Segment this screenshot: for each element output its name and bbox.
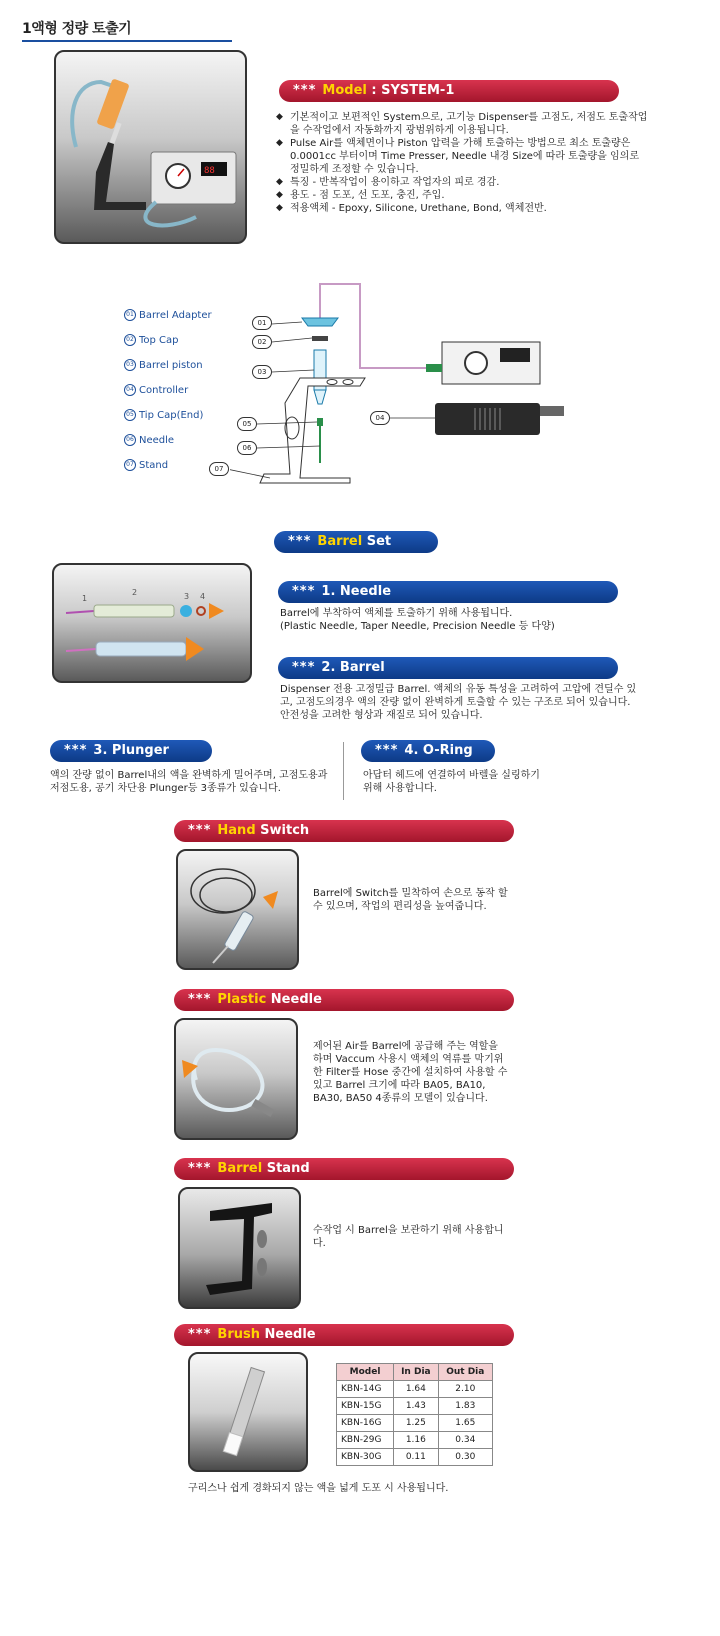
table-cell: KBN-14G (337, 1381, 394, 1398)
banner-stars: *** (188, 1161, 212, 1176)
banner-text: : SYSTEM-1 (366, 83, 455, 98)
needle-banner (278, 581, 618, 603)
legend-item: 04 Controller (124, 383, 212, 399)
table-cell: KBN-30G (337, 1449, 394, 1466)
brush-needle-caption: 구리스나 쉽게 경화되지 않는 액을 넓게 도포 시 사용됩니다. (188, 1483, 449, 1494)
table-cell: 1.43 (394, 1398, 438, 1415)
plastic-needle-banner (174, 989, 514, 1011)
table-header-cell: In Dia (394, 1364, 438, 1381)
bullet-item: ◆ 특징 - 반복작업이 용이하고 작업자의 피로 경감. (276, 176, 648, 189)
table-cell: 1.16 (394, 1432, 438, 1449)
banner-stars: *** (292, 660, 316, 675)
banner-stars: *** (375, 743, 399, 758)
legend-item: 05 Tip Cap(End) (124, 408, 212, 424)
barrel-set-banner (274, 531, 438, 553)
barrel-stand-photo (178, 1187, 301, 1309)
barrel-stand-banner (174, 1158, 514, 1180)
brush-needle-photo (188, 1352, 308, 1472)
table-header-row (337, 1364, 493, 1381)
table-header-cell: Model (337, 1364, 394, 1381)
banner-stars: *** (188, 823, 212, 838)
table-row (337, 1449, 493, 1466)
table-row (337, 1432, 493, 1449)
barrel-parts-illustration (54, 565, 250, 681)
table-cell: 0.11 (394, 1449, 438, 1466)
bullet-item: ◆ Pulse Air를 액체면이나 Piston 압력을 가해 토출하는 방법으로 최소 토출량은 0.0001cc 부터이며 Time Presser, Needle 내경 Size에 따라 토출량을 임의로 정밀하게 조정할 수 있습니다. (276, 137, 648, 176)
barrel-banner (278, 657, 618, 679)
diagram-tag: 03 (252, 365, 272, 379)
page-title: 1액형 정량 토출기 (22, 21, 132, 37)
hand-switch-photo (176, 849, 299, 970)
diagram-tag: 01 (252, 316, 272, 330)
diagram-tag: 02 (252, 335, 272, 349)
brush-needle-banner (174, 1324, 514, 1346)
brush-needle-illustration (190, 1354, 306, 1470)
hand-switch-banner (174, 820, 514, 842)
hand-switch-illustration (178, 851, 297, 968)
brush-needle-spec-table (336, 1363, 493, 1466)
column-divider (343, 742, 344, 800)
bullet-item: ◆ 용도 - 점 도포, 선 도포, 충진, 주입. (276, 189, 648, 202)
table-cell: KBN-29G (337, 1432, 394, 1449)
title-underline (22, 40, 232, 42)
diagram-tag: 06 (237, 441, 257, 455)
banner-stars: *** (292, 584, 316, 599)
barrel-set-photo (52, 563, 252, 683)
oring-description: 아답터 헤드에 연결하여 바렐을 실링하기 위해 사용합니다. (363, 770, 540, 794)
legend-item: 01 Barrel Adapter (124, 308, 212, 324)
banner-text: Needle (266, 992, 322, 1007)
banner-text: Set (362, 534, 392, 549)
diagram-tag: 05 (237, 417, 257, 431)
banner-accent-text: Hand (217, 823, 256, 838)
legend-item: 06 Needle (124, 433, 212, 449)
table-cell: 1.25 (394, 1415, 438, 1432)
table-row (337, 1381, 493, 1398)
table-cell: KBN-15G (337, 1398, 394, 1415)
banner-text: Stand (262, 1161, 310, 1176)
legend-item: 03 Barrel piston (124, 358, 212, 374)
banner-text: Needle (259, 1327, 316, 1342)
table-cell: 0.34 (438, 1432, 492, 1449)
banner-accent-text: Brush (217, 1327, 260, 1342)
table-row (337, 1398, 493, 1415)
plastic-needle-description: 제어된 Air를 Barrel에 공급해 주는 역할을 하며 Vaccum 사용시 액체의 역류를 막기위한 Filter를 Hose 중간에 설치하여 사용할 수 있고 Barrel 크기에 따라 BA05, BA10, BA30, BA50 4종류의 모델이 있습니다. (313, 1041, 508, 1104)
table-cell: 1.64 (394, 1381, 438, 1398)
table-cell: 2.10 (438, 1381, 492, 1398)
table-cell: 1.83 (438, 1398, 492, 1415)
parts-legend (124, 308, 212, 474)
legend-item: 02 Top Cap (124, 333, 212, 349)
hand-switch-description: Barrel에 Switch를 밀착하여 손으로 동작 할 수 있으며, 작업의 편리성을 높여줍니다. (313, 888, 508, 912)
legend-item: 07 Stand (124, 458, 212, 474)
table-header-cell: Out Dia (438, 1364, 492, 1381)
svg-text:88: 88 (204, 166, 215, 176)
banner-text: 2. Barrel (321, 660, 385, 675)
svg-text:3: 3 (184, 592, 190, 601)
banner-stars: *** (64, 743, 88, 758)
banner-text: 1. Needle (321, 584, 392, 599)
bullet-item: ◆ 적용액체 - Epoxy, Silicone, Urethane, Bond, 액체전반. (276, 202, 648, 215)
model-bullets (276, 111, 648, 215)
table-row (337, 1415, 493, 1432)
banner-stars: *** (188, 992, 212, 1007)
table-cell: KBN-16G (337, 1415, 394, 1432)
svg-text:2: 2 (132, 588, 138, 597)
banner-text: 4. O-Ring (404, 743, 473, 758)
banner-stars: *** (288, 534, 312, 549)
banner-stars: *** (293, 83, 317, 98)
air-hose-illustration (176, 1020, 296, 1138)
plastic-needle-photo (174, 1018, 298, 1140)
system-diagram (230, 278, 575, 490)
barrel-stand-description: 수작업 시 Barrel을 보관하기 위해 사용합니다. (313, 1225, 504, 1249)
banner-text: Switch (255, 823, 310, 838)
banner-stars: *** (188, 1327, 212, 1342)
banner-accent-text: Model (322, 83, 367, 98)
svg-text:1: 1 (82, 594, 88, 603)
svg-text:4: 4 (200, 592, 206, 601)
diagram-tag: 04 (370, 411, 390, 425)
stand-illustration (180, 1189, 299, 1307)
banner-accent-text: Barrel (217, 1161, 263, 1176)
bullet-item: ◆ 기본적이고 보편적인 System으로, 고기능 Dispenser를 고점도, 저점도 토출작업을 수작업에서 자동화까지 광범위하게 이용됩니다. (276, 111, 648, 137)
banner-accent-text: Plastic (217, 992, 267, 1007)
plunger-description: 액의 잔량 없이 Barrel내의 액을 완벽하게 밀어주며, 고점도용과 저점도용, 공기 차단용 Plunger등 3종류가 있습니다. (50, 770, 328, 794)
needle-description: Barrel에 부착하여 액체를 토출하기 위해 사용됩니다. (Plastic Needle, Taper Needle, Precision Needle 등 다양) (280, 608, 555, 632)
dispenser-illustration (56, 52, 245, 242)
barrel-description: Dispenser 전용 고정밀급 Barrel. 액체의 유동 특성을 고려하여 고압에 견딜수 있고, 고점도의경우 액의 잔량 없이 완벽하게 토출할 수 있는 구조로 되어 있습니다. 안전성을 고려한 형상과 재질로 되어 있습니다. (280, 684, 637, 721)
banner-accent-text: Barrel (317, 534, 363, 549)
diagram-tag: 07 (209, 462, 229, 476)
oring-banner (361, 740, 495, 762)
plunger-banner (50, 740, 212, 762)
system-photo (54, 50, 247, 244)
table-cell: 0.30 (438, 1449, 492, 1466)
table-cell: 1.65 (438, 1415, 492, 1432)
banner-text: 3. Plunger (93, 743, 169, 758)
model-banner (279, 80, 619, 102)
